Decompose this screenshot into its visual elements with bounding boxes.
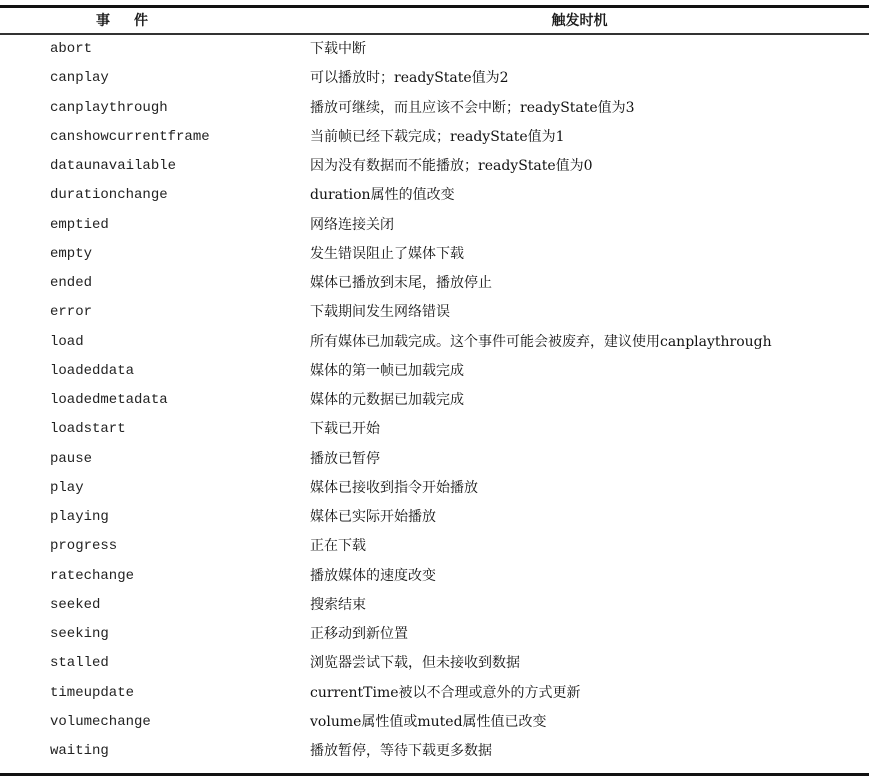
event-timing: 下载已开始 [310,421,380,438]
table-row [0,359,869,388]
event-name: seeking [50,626,109,642]
event-name: play [50,479,84,496]
event-timing: 播放媒体的速度改变 [310,567,436,584]
table-row [0,447,869,476]
event-name: canplay [50,70,109,87]
table-row [0,37,869,66]
event-name: empty [50,245,93,262]
table-row [0,330,869,359]
event-timing: 媒体已实际开始播放 [310,509,436,525]
table-row [0,739,869,768]
event-name: loadeddata [50,362,135,379]
event-timing: 正在下载 [310,538,366,555]
table-header [0,9,869,33]
event-name: canshowcurrentframe [50,128,210,145]
table-row [0,154,869,183]
event-name: seeked [50,596,101,613]
table-row [0,593,869,622]
table-row [0,651,869,680]
table-bottom-rule [0,773,869,776]
table-row [0,534,869,563]
table-header-rule [0,33,869,35]
event-name: waiting [50,743,109,759]
event-timing: 媒体已播放到末尾，播放停止 [310,275,492,291]
header-event: 事件 [96,13,172,29]
event-timing: 所有媒体已加载完成。这个事件可能会被废弃，建议使用canplaythrough [310,333,772,350]
event-timing: 网络连接关闭 [310,216,394,233]
header-timing [0,12,869,30]
event-timing: 媒体已接收到指令开始播放 [310,479,478,496]
event-name: volumechange [50,713,151,730]
event-timing: 媒体的第一帧已加载完成 [310,362,464,379]
event-name: ended [50,275,93,291]
header-timing-label: 触发时机 [551,13,608,29]
table-body [0,37,869,768]
event-timing: volume属性值或muted属性值已改变 [310,713,547,730]
event-name: error [50,304,93,321]
event-timing: 发生错误阻止了媒体下载 [310,245,464,262]
table-top-rule [0,5,869,8]
table-row [0,183,869,212]
event-name: stalled [50,655,109,672]
table-row [0,622,869,651]
table-row [0,125,869,154]
event-name: abort [50,41,93,57]
event-timing: currentTime被以不合理或意外的方式更新 [310,684,581,701]
event-name: dataunavailable [50,158,177,174]
event-timing: 因为没有数据而不能播放；readyState值为0 [310,158,593,174]
event-timing: 下载期间发生网络错误 [310,304,450,321]
event-name: canplaythrough [50,99,168,116]
table-row [0,564,869,593]
table-row [0,505,869,534]
event-timing: 正移动到新位置 [310,626,408,642]
event-timing: 播放可继续，而且应该不会中断；readyState值为3 [310,99,635,116]
event-name: ratechange [50,567,135,584]
table-row [0,300,869,329]
table-row [0,96,869,125]
event-timing: 媒体的元数据已加载完成 [310,392,464,408]
table-row [0,271,869,300]
table-row [0,66,869,95]
table-row [0,213,869,242]
event-timing: 搜索结束 [310,596,366,613]
table-row [0,710,869,739]
event-timing: 当前帧已经下载完成；readyState值为1 [310,128,565,145]
event-name: timeupdate [50,684,135,701]
table-row [0,417,869,446]
table-row [0,388,869,417]
table-row [0,476,869,505]
event-timing: 播放已暂停 [310,450,380,467]
event-timing: 下载中断 [310,41,366,57]
event-name: pause [50,450,93,467]
event-timing: duration属性的值改变 [310,187,455,204]
table-row [0,681,869,710]
event-name: load [50,333,84,350]
event-name: progress [50,538,118,555]
event-timing: 浏览器尝试下载，但未接收到数据 [310,655,520,672]
event-name: durationchange [50,187,168,204]
event-timing: 可以播放时；readyState值为2 [310,70,509,87]
event-name: loadedmetadata [50,392,168,408]
event-name: loadstart [50,421,126,438]
table-row [0,242,869,271]
event-timing: 播放暂停，等待下载更多数据 [310,743,492,759]
event-name: emptied [50,216,109,233]
event-name: playing [50,509,109,525]
